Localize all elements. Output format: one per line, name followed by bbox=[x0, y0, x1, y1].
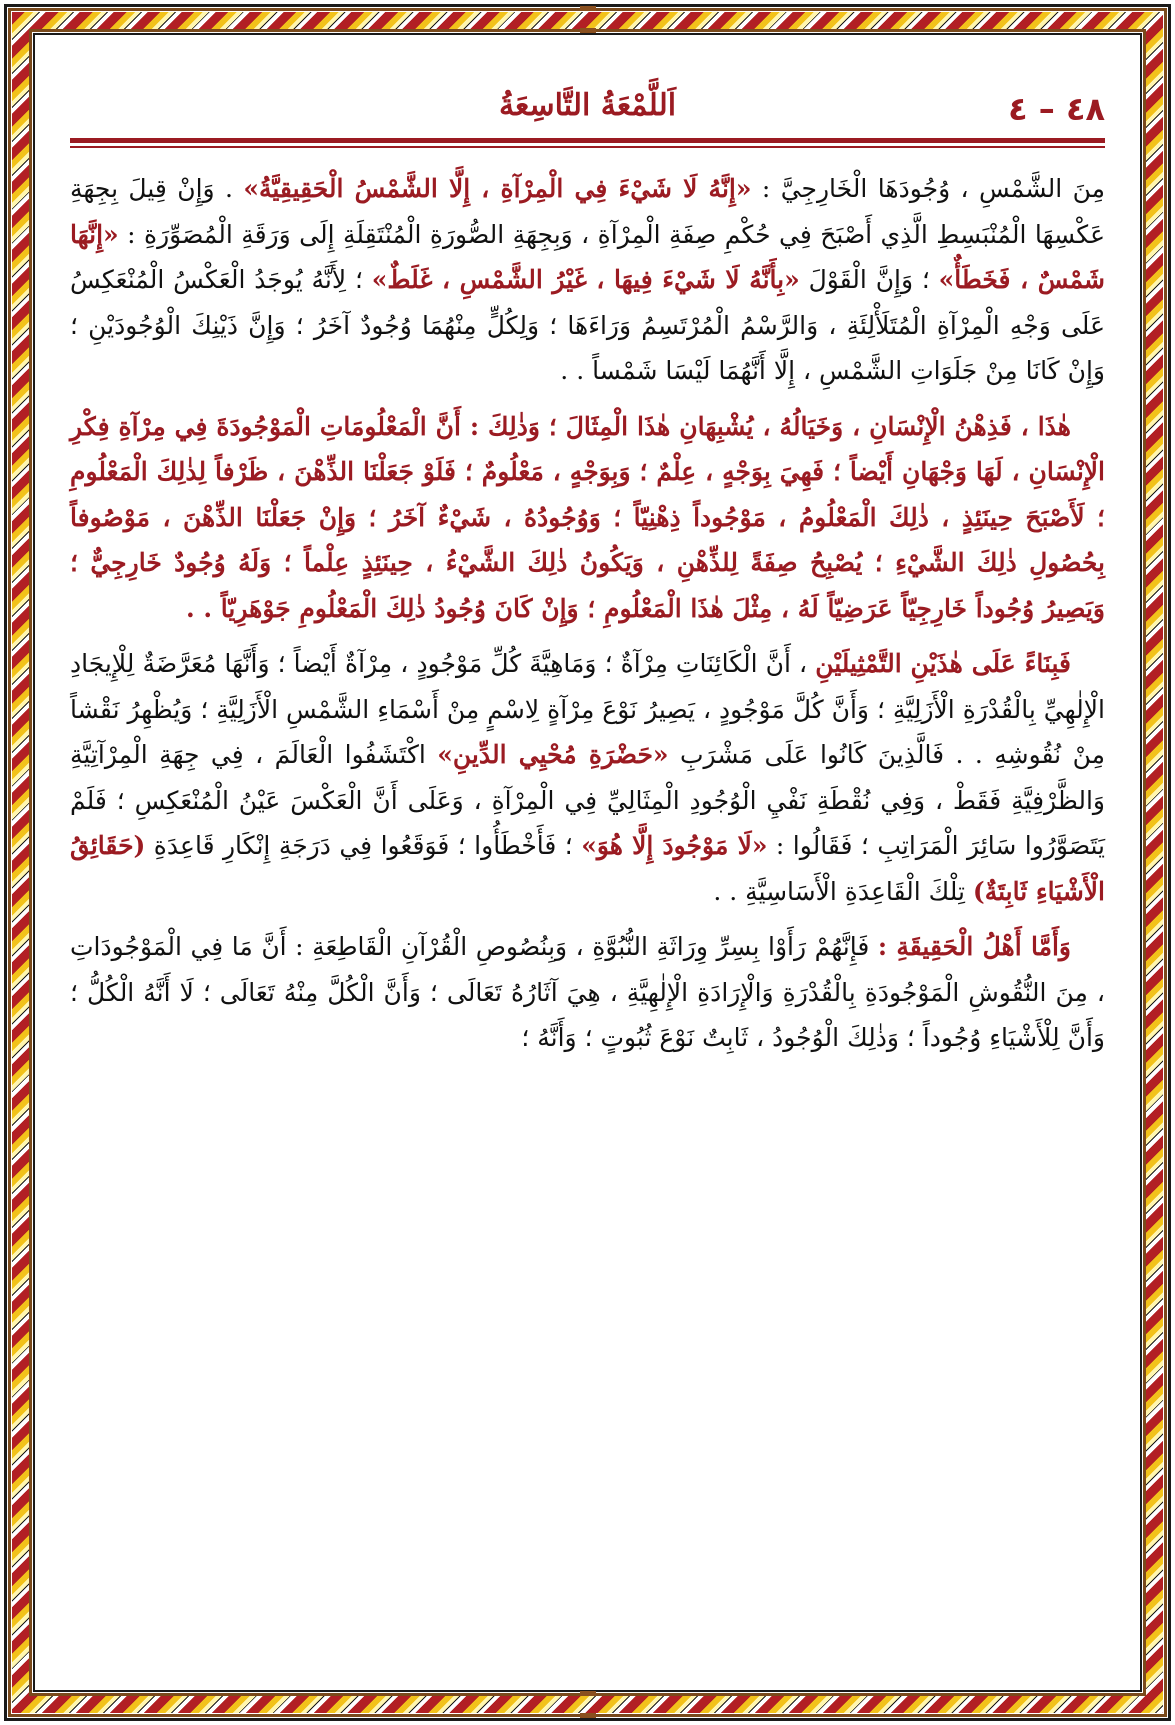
paragraph-2 bbox=[70, 404, 1105, 632]
page bbox=[70, 60, 1105, 1071]
text-segment: ؛ فَأَخْطَأُوا ؛ فَوَقَعُوا فِي دَرَجَةِ إِنْكَارِ قَاعِدَةِ bbox=[145, 831, 582, 860]
highlighted-quote: (حَقَائِقُ الْأَشْيَاءِ ثَابِتَةٌ) bbox=[70, 831, 1105, 906]
body-text bbox=[70, 166, 1105, 1061]
text-segment: تِلْكَ الْقَاعِدَةِ الْأَسَاسِيَّةِ . . bbox=[713, 876, 973, 906]
highlighted-quote: «إِنَّهُ لَا شَيْءَ فِي الْمِرْآةِ ، إِلَّا الشَّمْسُ الْحَقِيقِيَّةُ» bbox=[243, 174, 752, 203]
highlighted-lead: وَأَمَّا أَهْلُ الْحَقِيقَةِ : bbox=[877, 932, 1071, 961]
text-segment: ؛ وَإِنَّ الْقَوْلَ bbox=[799, 265, 939, 294]
paragraph-1 bbox=[70, 166, 1105, 394]
page-number: ٤٨ – ٤ bbox=[1008, 90, 1105, 128]
paragraph-3 bbox=[70, 641, 1105, 914]
highlighted-lead: فَبِنَاءً عَلَى هٰذَيْنِ التَّمْثِيلَيْنِ bbox=[815, 649, 1071, 678]
border-ornament-knot bbox=[580, 1691, 596, 1696]
border-ornament-knot bbox=[580, 1713, 596, 1718]
text-segment: فَإِنَّهُمْ رَأَوْا بِسِرِّ وِرَاثَةِ النُّبُوَّةِ ، وَبِنُصُوصِ الْقُرْآنِ الْقَاطِعَةِ : أَنَّ مَا فِي الْمَوْجُودَاتِ ، مِنَ النُّقُوشِ الْمَوْجُودَةِ بِالْقُدْرَةِ وَالْإِرَادَةِ الْإِلٰهِيَّةِ ، هِيَ آثَارُهُ تَعَالَى ؛ وَأَنَّ الْكُلَّ مِنْهُ تَعَالَى ؛ لَا أَنَّهُ الْكُلُّ ؛ وَأَنَّ لِلْأَشْيَاءِ وُجُوداً ؛ وَذٰلِكَ الْوُجُودُ ، ثَابِتٌ نَوْعَ ثُبُوتٍ ؛ وَأَنَّهُ ؛ bbox=[70, 932, 1105, 1052]
text-segment: ؛ لِأَنَّهُ يُوجَدُ الْعَكْسُ الْمُنْعَكِسُ عَلَى وَجْهِ الْمِرْآةِ الْمُتَلَأْلِئَةِ ، وَالرَّسْمُ الْمُرْتَسِمُ وَرَاءَهَا ؛ وَلِكُلٍّ مِنْهُمَا وُجُودٌ آخَرُ ؛ وَإِنَّ ذَيْنِكَ الْوُجُودَيْنِ ؛ وَإِنْ كَانَا مِنْ جَلَوَاتِ الشَّمْسِ ، إِلَّا أَنَّهُمَا لَيْسَا شَمْساً . . bbox=[70, 265, 1105, 385]
page-header bbox=[70, 60, 1105, 132]
highlighted-passage: هٰذَا ، فَذِهْنُ الْإِنْسَانِ ، وَخَيَالُهُ ، يُشْبِهَانِ هٰذَا الْمِثَالَ ؛ وَذٰلِكَ : أَنَّ الْمَعْلُومَاتِ الْمَوْجُودَةَ فِي مِرْآةِ فِكْرِ الْإِنْسَانِ ، لَهَا وَجْهَانِ أَيْضاً ؛ فَهِيَ بِوَجْهٍ ، عِلْمٌ ؛ وَبِوَجْهٍ ، مَعْلُومٌ ؛ فَلَوْ جَعَلْنَا الذِّهْنَ ، ظَرْفاً لِذٰلِكَ الْمَعْلُومِ ؛ لَأَصْبَحَ حِينَئِذٍ ، ذٰلِكَ الْمَعْلُومُ ، مَوْجُوداً ذِهْنِيّاً ؛ وَوُجُودُهُ ، شَيْءٌ آخَرُ ؛ وَإِنْ جَعَلْنَا الذِّهْنَ ، مَوْصُوفاً بِحُصُولِ ذٰلِكَ الشَّيْءِ ؛ يُصْبِحُ صِفَةً لِلذِّهْنِ ، وَيَكُونُ ذٰلِكَ الشَّيْءُ ، حِينَئِذٍ عِلْماً ؛ وَلَهُ وُجُودٌ خَارِجِيٌّ ؛ وَيَصِيرُ وُجُوداً خَارِجِيّاً عَرَضِيّاً لَهُ ، مِثْلَ هٰذَا الْمَعْلُومِ ؛ وَإِنْ كَانَ وُجُودُ ذٰلِكَ الْمَعْلُومِ جَوْهَرِيّاً . . bbox=[70, 411, 1105, 623]
text-segment: اكْتَشَفُوا الْعَالَمَ ، فِي جِهَةِ الْمِرْآتِيَّةِ وَالظَّرْفِيَّةِ فَقَطْ ، وَفِي نُقْطَةِ نَفْيِ الْوُجُودِ الْمِثَالِيِّ فِي الْمِرْآةِ ، وَعَلَى أَنَّ الْعَكْسَ عَيْنُ الْمُنْعَكِسِ ؛ فَلَمْ يَتَصَوَّرُوا سَائِرَ الْمَرَاتِبِ ؛ فَقَالُوا : bbox=[70, 740, 1105, 860]
border-ornament-knot bbox=[580, 6, 596, 11]
paragraph-4 bbox=[70, 924, 1105, 1061]
border-ornament-knot bbox=[580, 28, 596, 33]
chapter-title: اَللَّمْعَةُ التَّاسِعَةُ bbox=[498, 88, 677, 123]
highlighted-quote: «إِنَّهَا شَمْسٌ ، فَخَطَأٌ» bbox=[70, 219, 1105, 294]
header-divider bbox=[70, 138, 1105, 148]
text-segment: مِنَ الشَّمْسِ ، وُجُودَهَا الْخَارِجِيَّ : bbox=[751, 174, 1105, 203]
highlighted-quote: «لَا مَوْجُودَ إِلَّا هُوَ» bbox=[581, 831, 768, 860]
highlighted-quote: «بِأَنَّهُ لَا شَيْءَ فِيهَا ، غَيْرُ الشَّمْسِ ، غَلَطٌ» bbox=[371, 265, 800, 294]
text-segment: . وَإِنْ قِيلَ بِجِهَةِ عَكْسِهَا الْمُنْبَسِطِ الَّذِي أَصْبَحَ فِي حُكْمِ صِفَةِ الْمِرْآةِ ، وَبِجِهَةِ الصُّورَةِ الْمُنْتَقِلَةِ إِلَى وَرَقَةِ الْمُصَوِّرَةِ : bbox=[70, 174, 1105, 249]
text-segment: ، أَنَّ الْكَائِنَاتِ مِرْآةٌ ؛ وَمَاهِيَّةَ كُلِّ مَوْجُودٍ ، مِرْآةٌ أَيْضاً ؛ وَأَنَّهَا مُعَرَّضَةٌ لِلْإِيجَادِ الْإِلٰهِيِّ بِالْقُدْرَةِ الْأَزَلِيَّةِ ؛ وَأَنَّ كُلَّ مَوْجُودٍ ، يَصِيرُ نَوْعَ مِرْآةٍ لِاسْمٍ مِنْ أَسْمَاءِ الشَّمْسِ الْأَزَلِيَّةِ ؛ وَيُظْهِرُ نَقْشاً مِنْ نُقُوشِهِ . . فَالَّذِينَ كَانُوا عَلَى مَشْرَبِ bbox=[70, 649, 1105, 769]
highlighted-quote: «حَضْرَةِ مُحْيِي الدِّينِ» bbox=[437, 740, 669, 769]
